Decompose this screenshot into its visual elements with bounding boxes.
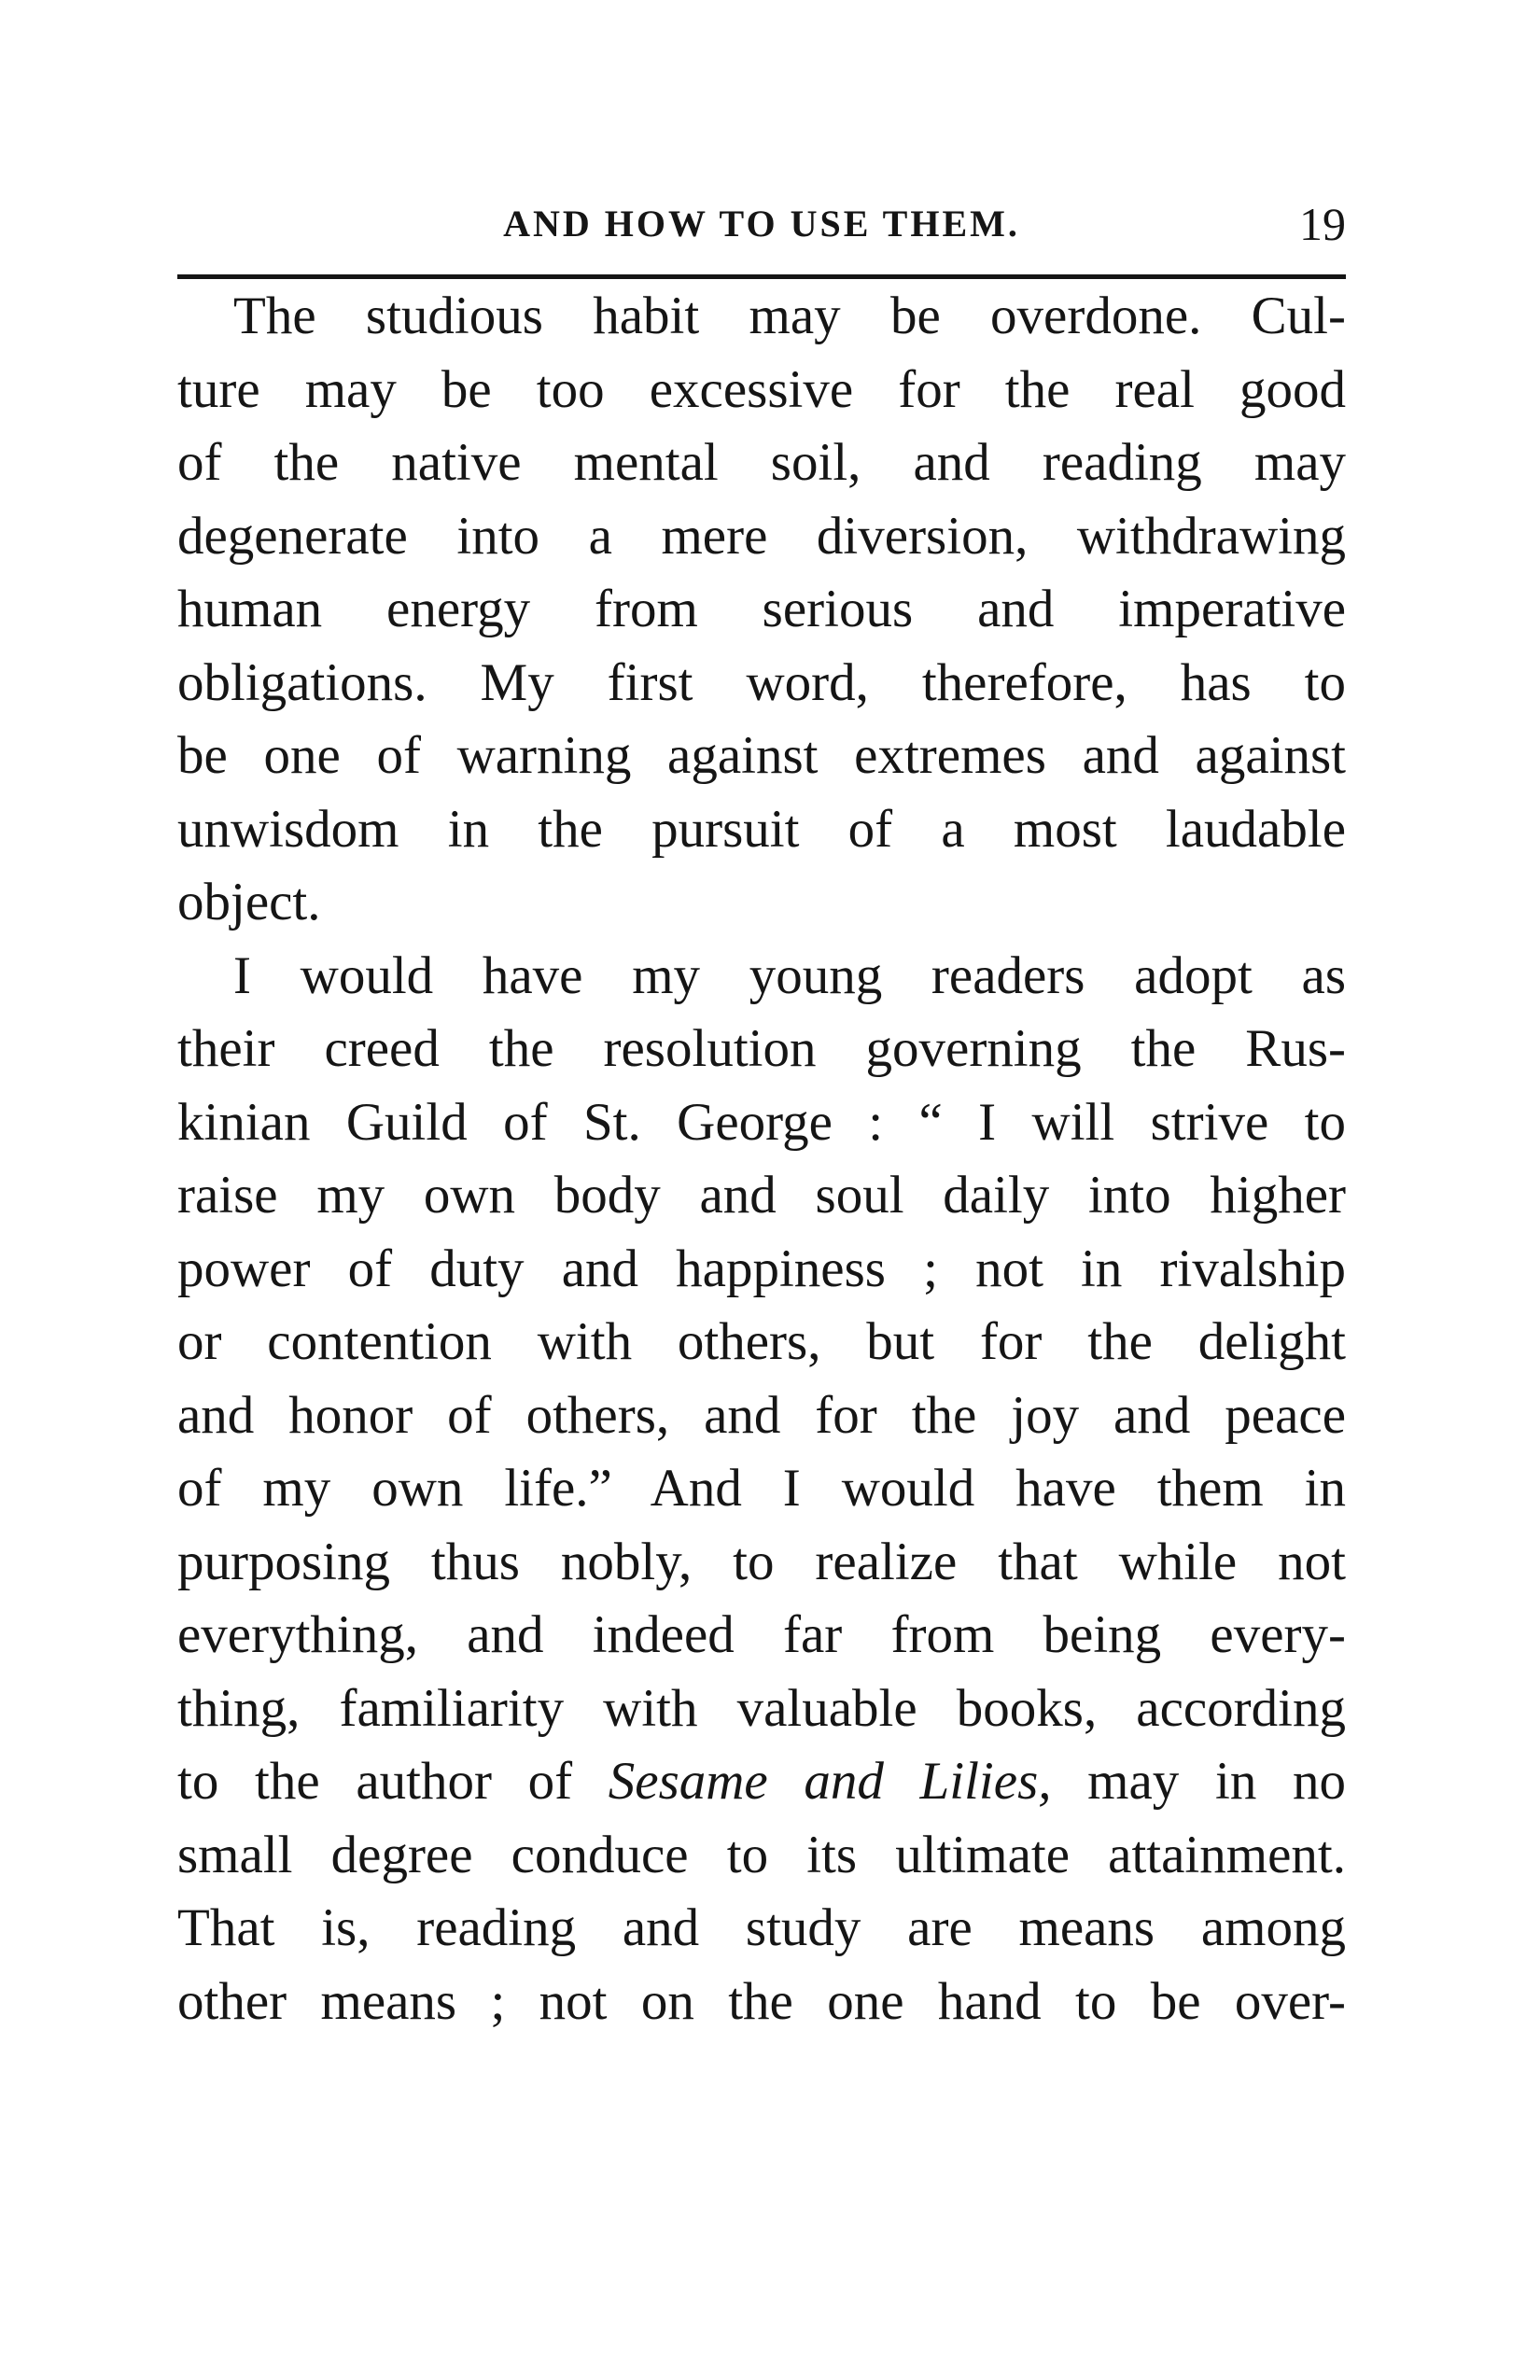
text-line: degenerate into a mere diversion, withdrawing (177, 506, 1346, 566)
text-line: their creed the resolution governing the Rus- (177, 1019, 1346, 1078)
header-rule (177, 274, 1346, 279)
text-line: and honor of others, and for the joy and peace (177, 1385, 1346, 1445)
text-line: small degree conduce to its ultimate attainment. (177, 1825, 1346, 1884)
text-line: That is, reading and study are means among (177, 1898, 1346, 1957)
text-line: obligations. My first word, therefore, has to (177, 652, 1346, 712)
text-line: power of duty and happiness ; not in rivalship (177, 1239, 1346, 1298)
text-line: purposing thus nobly, to realize that while not (177, 1532, 1346, 1591)
text-line: be one of warning against extremes and against (177, 726, 1346, 785)
text-line-before-title: to the author of (177, 1752, 609, 1811)
text-line: object. (177, 873, 321, 931)
text-line: or contention with others, but for the delight (177, 1312, 1346, 1371)
text-line-after-title: may in no (1051, 1752, 1346, 1811)
text-line: other means ; not on the one hand to be over- (177, 1971, 1346, 2031)
text-line: unwisdom in the pursuit of a most laudable (177, 799, 1346, 859)
text-line: raise my own body and soul daily into higher (177, 1166, 1346, 1225)
running-head: AND HOW TO USE THEM. (503, 203, 1020, 245)
text-line (177, 1745, 1346, 1819)
text-line: ture may be too excessive for the real good (177, 359, 1346, 419)
text-line: of my own life.” And I would have them in (177, 1459, 1346, 1518)
text-line: human energy from serious and imperative (177, 580, 1346, 638)
text-line: I would have my young readers adopt as (233, 945, 1346, 1005)
text-line: kinian Guild of St. George : “ I will strive to (177, 1092, 1346, 1152)
body-text (177, 280, 1346, 2038)
text-line: thing, familiarity with valuable books, according (177, 1678, 1346, 1738)
text-line: The studious habit may be overdone. Cul- (233, 287, 1346, 345)
text-line: everything, and indeed far from being every- (177, 1605, 1346, 1664)
text-line: of the native mental soil, and reading may (177, 433, 1346, 492)
page-number: 19 (1299, 198, 1346, 250)
page-header (177, 191, 1346, 257)
book-title: Sesame and Lilies, (608, 1752, 1052, 1811)
